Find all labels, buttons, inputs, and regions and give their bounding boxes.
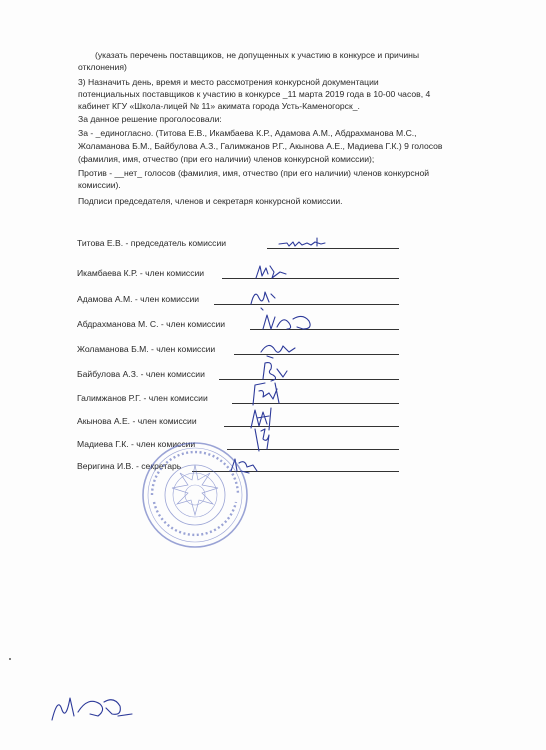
signatory-label: Икамбаева К.Р. - член комиссии — [77, 268, 205, 278]
text-line-8: Жоламанова Б.М., Байбулова А.З., Галимжанов Р.Г., Акынова А.Е., Мадиева Г.К.) 9 голосов — [78, 141, 443, 151]
signature-row-zholamanova — [77, 342, 407, 356]
signatory-label: Абдрахманова М. С. - член комиссии — [77, 319, 226, 329]
text-line-5: кабинет КГУ «Школа-лицей № 11» акимата города Усть-Каменогорск_. — [78, 101, 360, 111]
signature-line — [219, 379, 399, 380]
stray-mark — [9, 658, 11, 660]
signature-row-baibulova — [77, 367, 407, 381]
text-line-12: Подписи председателя, членов и секретаря конкурсной комиссии. — [78, 196, 343, 206]
signatory-label: Титова Е.В. - председатель комиссии — [77, 238, 227, 248]
signature-line — [214, 304, 399, 305]
signature-row-titova — [77, 236, 407, 250]
signature-line — [222, 278, 399, 279]
handwritten-signature — [257, 338, 305, 360]
text-line-2: отклонения) — [78, 62, 127, 72]
signature-row-akynova — [77, 414, 407, 428]
signatory-label: Акынова А.Е. - член комиссии — [77, 416, 197, 426]
signature-row-galimzhanov — [77, 391, 407, 405]
signature-row-adamova — [77, 292, 407, 306]
text-line-10: Против - __нет_ голосов (фамилия, имя, отчество (при его наличии) членов конкурсной — [78, 168, 430, 178]
signatory-label: Галимжанов Р.Г. - член комиссии — [77, 393, 208, 403]
signature-row-ikambaeva — [77, 266, 407, 280]
text-line-7: За - _единогласно. (Титова Е.В., Икамбаева К.Р., Адамова А.М., Абдрахманова М.С., — [78, 128, 417, 138]
signatory-label: Веригина И.В. - секретарь — [77, 461, 182, 471]
text-line-9: (фамилия, имя, отчество (при его наличии) членов конкурсной комиссии); — [78, 154, 375, 164]
signatory-label: Адамова А.М. - член комиссии — [77, 294, 200, 304]
handwritten-signature — [277, 234, 337, 250]
page-initials-signature — [48, 690, 138, 726]
text-line-3: 3) Назначить день, время и место рассмотрения конкурсной документации — [78, 77, 379, 87]
round-official-seal-icon — [140, 440, 250, 550]
handwritten-signature — [247, 425, 277, 455]
handwritten-signature — [252, 262, 297, 282]
text-line-11: комиссии). — [78, 180, 121, 190]
signatory-label: Мадиева Г.К. - член комиссии — [77, 439, 196, 449]
signatory-label: Байбулова А.З. - член комиссии — [77, 369, 205, 379]
handwritten-signature — [259, 311, 321, 335]
signature-row-abdrakhmanova — [77, 317, 407, 331]
signatory-label: Жоламанова Б.М. - член комиссии — [77, 344, 216, 354]
handwritten-signature — [245, 284, 285, 312]
text-line-6: За данное решение проголосовали: — [78, 114, 222, 124]
text-line-4: потенциальных поставщиков к участию в конкурсе _11 марта 2019 года в 10-00 часов, 4 — [78, 89, 431, 99]
text-line-1: (указать перечень поставщиков, не допущенных к участию в конкурсе и причины — [95, 50, 420, 60]
